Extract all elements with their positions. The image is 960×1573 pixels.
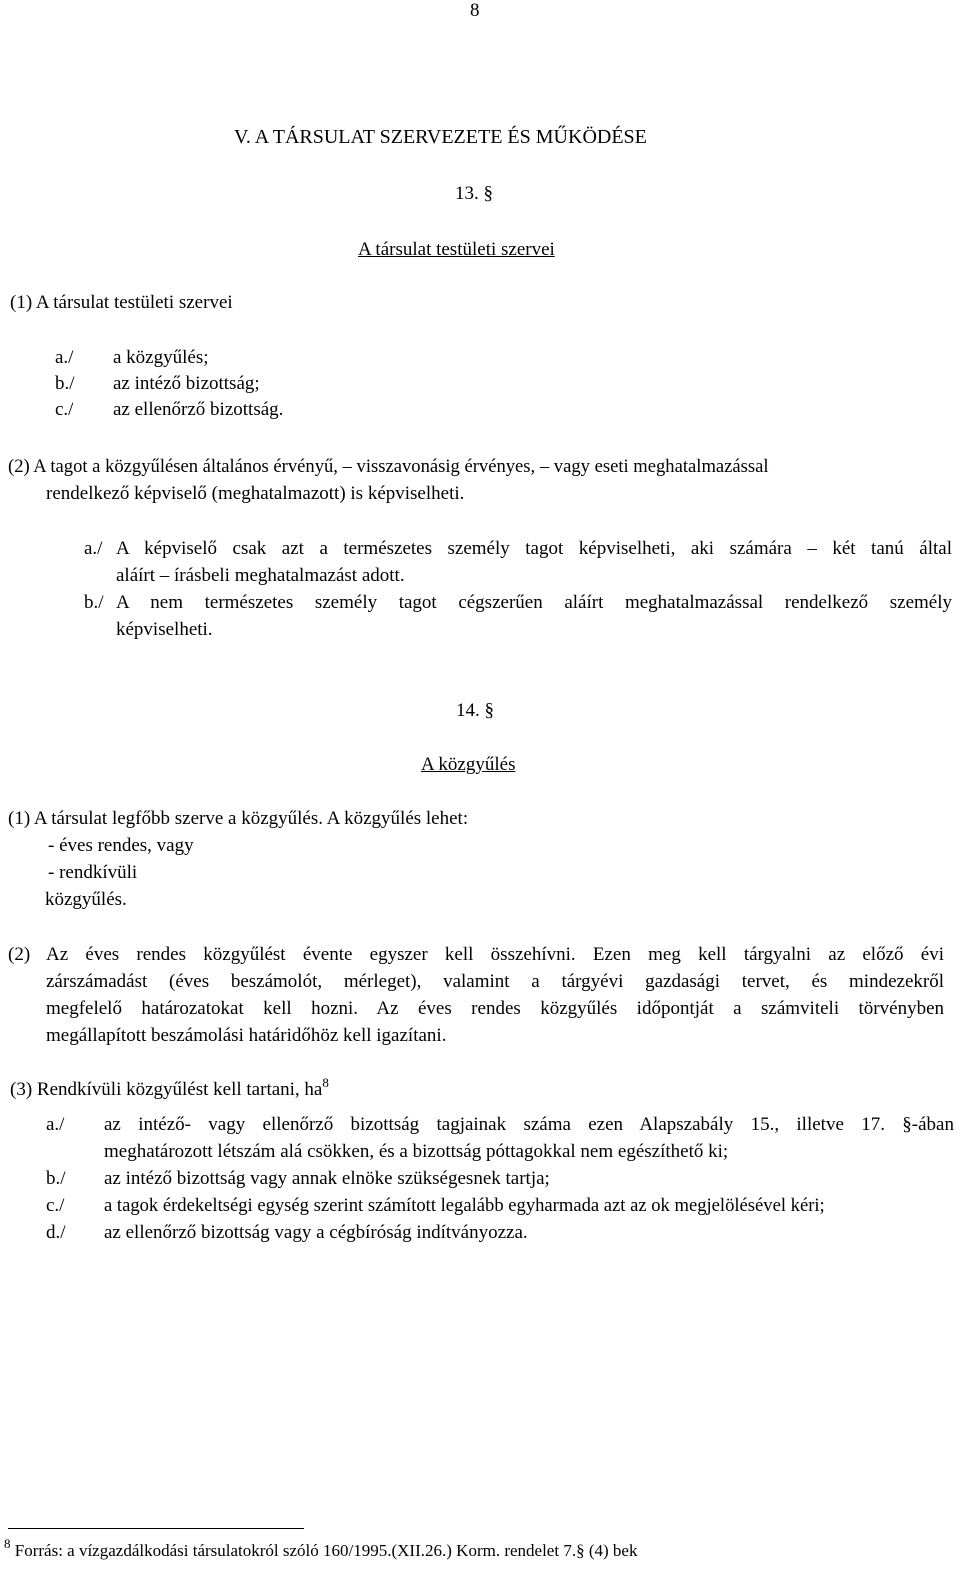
s14-p3-item-d-line1: az ellenőrző bizottság vagy a cégbíróság indítványozza. (104, 1222, 528, 1243)
section-13-title: A társulat testületi szervei (358, 239, 555, 260)
list-text: a közgyűlés; (113, 347, 209, 368)
s13-p1-item-c (55, 399, 283, 421)
s13-p2-item-b-mark: b./ (84, 592, 104, 613)
footnote-number: 8 (4, 1536, 11, 1551)
footnote-separator (8, 1528, 304, 1529)
footnote (4, 1536, 638, 1561)
s14-para2-line3: megfelelő határozatokat kell hozni. Az éves rendes közgyűlés időpontját a számviteli törvényben (46, 998, 944, 1019)
s13-para1-intro: (1) A társulat testületi szervei (10, 292, 233, 313)
s13-p2-item-a-line1: A képviselő csak azt a természetes személy tagot képviselheti, aki számára – két tanú által (116, 538, 952, 559)
s14-p3-item-a-line2: meghatározott létszám alá csökken, és a bizottság póttagokkal nem egészíthető ki; (104, 1141, 729, 1162)
chapter-title: V. A TÁRSULAT SZERVEZETE ÉS MŰKÖDÉSE (234, 126, 647, 148)
s14-para1-dash2: - rendkívüli (48, 862, 138, 883)
section-14-number: 14. (456, 700, 480, 721)
s13-p2-item-a-mark: a./ (84, 538, 103, 559)
list-marker: a./ (55, 347, 74, 368)
s14-p3-item-c-line1: a tagok érdekeltségi egység szerint számított legalább egyharmada azt az ok megjelölésével kéri; (104, 1195, 825, 1216)
s13-p1-item-a (55, 347, 209, 369)
section-13-number: 13. (455, 183, 479, 204)
s13-p2-item-b-line2: képviselheti. (116, 619, 213, 640)
s14-p3-item-b-mark: b./ (46, 1168, 66, 1189)
s14-p3-item-d-mark: d./ (46, 1222, 66, 1243)
s14-para3-text: (3) Rendkívüli közgyűlést kell tartani, ha (10, 1079, 323, 1100)
footnote-text: Forrás: a vízgazdálkodási társulatokról szóló 160/1995.(XII.26.) Korm. rendelet 7.§ (4) bek (14, 1541, 638, 1560)
list-text: az ellenőrző bizottság. (113, 399, 284, 420)
s13-para2-line2: rendelkező képviselő (meghatalmazott) is képviselheti. (46, 483, 465, 504)
footnote-ref: 8 (322, 1075, 329, 1090)
s14-para1-dash1: - éves rendes, vagy (48, 835, 194, 856)
s14-para2-line2: zárszámadást (éves beszámolót, mérleget), valamint a tárgyévi gazdasági tervet, és mindezekről (46, 971, 944, 992)
section-13-sign: § (483, 183, 493, 204)
section-14-sign: § (484, 700, 494, 721)
s14-para1-end: közgyűlés. (45, 889, 127, 910)
s13-p2-item-a-line2: aláírt – írásbeli meghatalmazást adott. (116, 565, 405, 586)
s13-p1-item-b (55, 373, 260, 395)
s14-para2-line1: Az éves rendes közgyűlést évente egyszer kell összehívni. Ezen meg kell tárgyalni az előző évi (46, 944, 944, 965)
list-marker: c./ (55, 399, 74, 420)
list-text: az intéző bizottság; (113, 373, 260, 394)
s14-para1-line1: (1) A társulat legfőbb szerve a közgyűlés. A közgyűlés lehet: (8, 808, 469, 829)
section-14-heading (456, 700, 494, 722)
s14-p3-item-a-mark: a./ (46, 1114, 65, 1135)
s14-para2-mark: (2) (8, 944, 31, 965)
s14-p3-item-b-line1: az intéző bizottság vagy annak elnöke szükségesnek tartja; (104, 1168, 550, 1189)
s13-para2-line1: (2) A tagot a közgyűlésen általános érvényű, – visszavonásig érvényes, – vagy eseti meghatalmazással (8, 456, 769, 477)
s14-para3-intro (10, 1075, 329, 1101)
s13-p2-item-b-line1: A nem természetes személy tagot cégszerűen aláírt meghatalmazással rendelkező személy (116, 592, 952, 613)
list-marker: b./ (55, 373, 75, 394)
s14-p3-item-a-line1: az intéző- vagy ellenőrző bizottság tagjainak száma ezen Alapszabály 15., illetve 17. §-ában (104, 1114, 954, 1135)
section-13-heading (455, 183, 493, 205)
s14-para2-line4: megállapított beszámolási határidőhöz kell igazítani. (46, 1025, 447, 1046)
page-number: 8 (470, 0, 480, 21)
s14-p3-item-c-mark: c./ (46, 1195, 65, 1216)
section-14-title: A közgyűlés (421, 754, 516, 775)
